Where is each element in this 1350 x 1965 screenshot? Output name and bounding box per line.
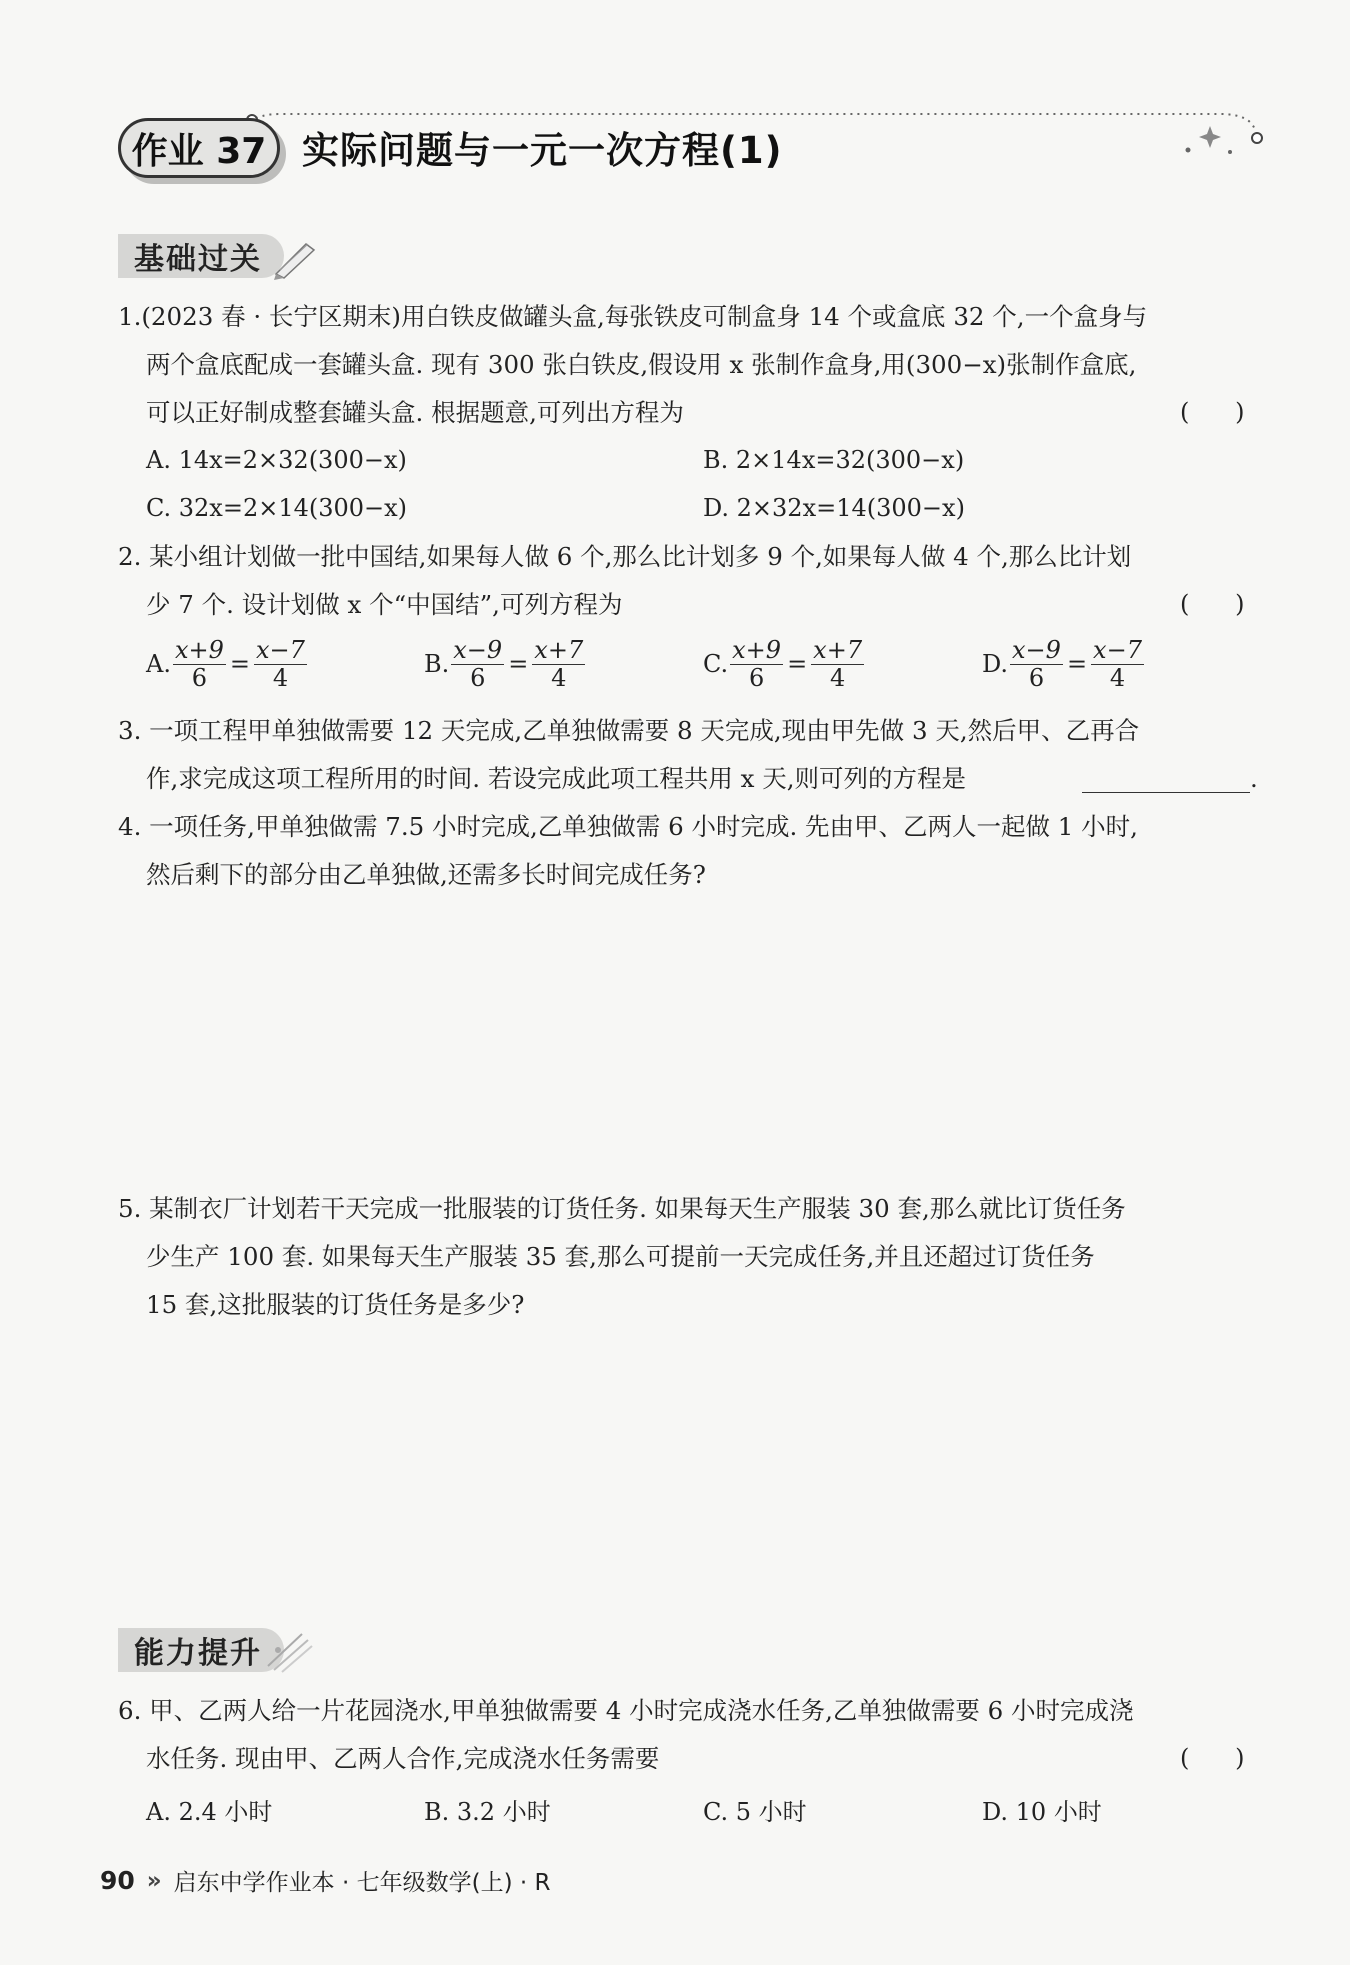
fraction (173, 636, 226, 691)
q1-line-2: 两个盒底配成一套罐头盒. 现有 300 张白铁皮,假设用 x 张制作盒身,用(300−x)张制作盒底, (146, 350, 1137, 379)
fraction (1091, 636, 1144, 691)
q1-option-b: B. 2×14x=32(300−x) (703, 446, 965, 474)
denominator: 6 (1028, 664, 1045, 692)
section-basic-label: 基础过关 (134, 242, 262, 277)
denominator: 6 (748, 664, 765, 692)
q5-line-1: 5. 某制衣厂计划若干天完成一批服装的订货任务. 如果每天生产服装 30 套,那么就比订货任务 (118, 1194, 1126, 1223)
q3-period: . (1250, 764, 1258, 793)
assignment-badge: 作业 37 (118, 118, 280, 178)
denominator: 6 (191, 664, 208, 692)
page-footer (100, 1864, 550, 1897)
equals-sign: = (508, 649, 529, 678)
denominator: 6 (470, 664, 486, 692)
q2-line-1: 2. 某小组计划做一批中国结,如果每人做 6 个,那么比计划多 9 个,如果每人做 4 个,那么比计划 (118, 542, 1132, 571)
q2-option-b (424, 636, 587, 691)
option-label: A. (146, 649, 171, 678)
q6-option-b: B. 3.2 小时 (424, 1798, 551, 1826)
q6-option-c: C. 5 小时 (703, 1798, 807, 1826)
section-advanced-label: 能力提升 (134, 1636, 262, 1671)
numerator: x+9 (174, 636, 224, 664)
equals-sign: = (1066, 649, 1088, 678)
q6-line-1: 6. 甲、乙两人给一片花园浇水,甲单独做需要 4 小时完成浇水任务,乙单独做需要 6 小时完成浇 (118, 1696, 1134, 1725)
q1-answer-paren: ( ) (1180, 398, 1245, 426)
q6-option-d: D. 10 小时 (982, 1798, 1102, 1826)
q4-line-2: 然后剩下的部分由乙单独做,还需多长时间完成任务? (146, 860, 706, 889)
equals-sign: = (787, 649, 808, 678)
q4-line-1: 4. 一项任务,甲单独做需 7.5 小时完成,乙单独做需 6 小时完成. 先由甲、乙两人一起做 1 小时, (118, 812, 1138, 841)
q3-line-2: 作,求完成这项工程所用的时间. 若设完成此项工程共用 x 天,则可列的方程是 (146, 764, 967, 793)
q1-option-c: C. 32x=2×14(300−x) (146, 494, 408, 522)
denominator: 4 (829, 664, 846, 692)
q6-line-2: 水任务. 现由甲、乙两人合作,完成浇水任务需要 (146, 1744, 660, 1773)
q1-option-d: D. 2×32x=14(300−x) (703, 494, 965, 522)
numerator: x+7 (813, 636, 863, 664)
fraction (532, 636, 585, 691)
q5-line-3: 15 套,这批服装的订货任务是多少? (146, 1290, 525, 1319)
numerator: x−9 (453, 636, 503, 664)
q2-option-c (703, 636, 866, 691)
option-label: D. (982, 649, 1009, 678)
q5-line-2: 少生产 100 套. 如果每天生产服装 35 套,那么可提前一天完成任务,并且还超过订货任务 (146, 1242, 1095, 1271)
page-title: 实际问题与一元一次方程(1) (302, 129, 783, 172)
numerator: x−9 (1012, 636, 1061, 664)
numerator: x−7 (1093, 636, 1142, 664)
q3-line-1: 3. 一项工程甲单独做需要 12 天完成,乙单独做需要 8 天完成,现由甲先做 3 天,然后甲、乙再合 (118, 716, 1140, 745)
q6-answer-paren: ( ) (1180, 1744, 1245, 1772)
q6-option-a: A. 2.4 小时 (146, 1798, 273, 1826)
denominator: 4 (551, 664, 567, 692)
q1-line-1: 1.(2023 春 · 长宁区期末)用白铁皮做罐头盒,每张铁皮可制盒身 14 个或盒底 32 个,一个盒身与 (118, 302, 1148, 331)
fraction (811, 636, 864, 691)
sparkle-lines-icon (262, 1626, 316, 1674)
q4-answer-area[interactable] (146, 910, 1266, 1180)
fraction (254, 636, 307, 691)
numerator: x+9 (732, 636, 782, 664)
equals-sign: = (229, 649, 250, 678)
pencil-icon (270, 236, 320, 280)
numerator: x+7 (534, 636, 584, 664)
q1-option-a: A. 14x=2×32(300−x) (146, 446, 407, 474)
q2-answer-paren: ( ) (1180, 590, 1245, 618)
fraction (451, 636, 504, 691)
chevron-right-icon: » (146, 1867, 162, 1894)
page-number: 90 (100, 1866, 135, 1895)
section-advanced-tag (118, 1628, 284, 1672)
q2-option-d (982, 636, 1146, 691)
option-label: C. (703, 649, 729, 678)
option-label: B. (424, 649, 450, 678)
q2-line-2: 少 7 个. 设计划做 x 个“中国结”,可列方程为 (146, 590, 623, 619)
fraction (730, 636, 783, 691)
numerator: x−7 (256, 636, 305, 664)
denominator: 4 (272, 664, 289, 692)
fraction (1010, 636, 1063, 691)
book-title: 启东中学作业本 · 七年级数学(上) · R (173, 1870, 551, 1896)
q1-line-3: 可以正好制成整套罐头盒. 根据题意,可列出方程为 (146, 398, 684, 427)
q3-answer-blank[interactable] (1082, 791, 1250, 793)
denominator: 4 (1109, 664, 1126, 692)
q2-option-a (146, 636, 309, 691)
section-basic-tag (118, 234, 284, 278)
q5-answer-area[interactable] (146, 1340, 1266, 1610)
